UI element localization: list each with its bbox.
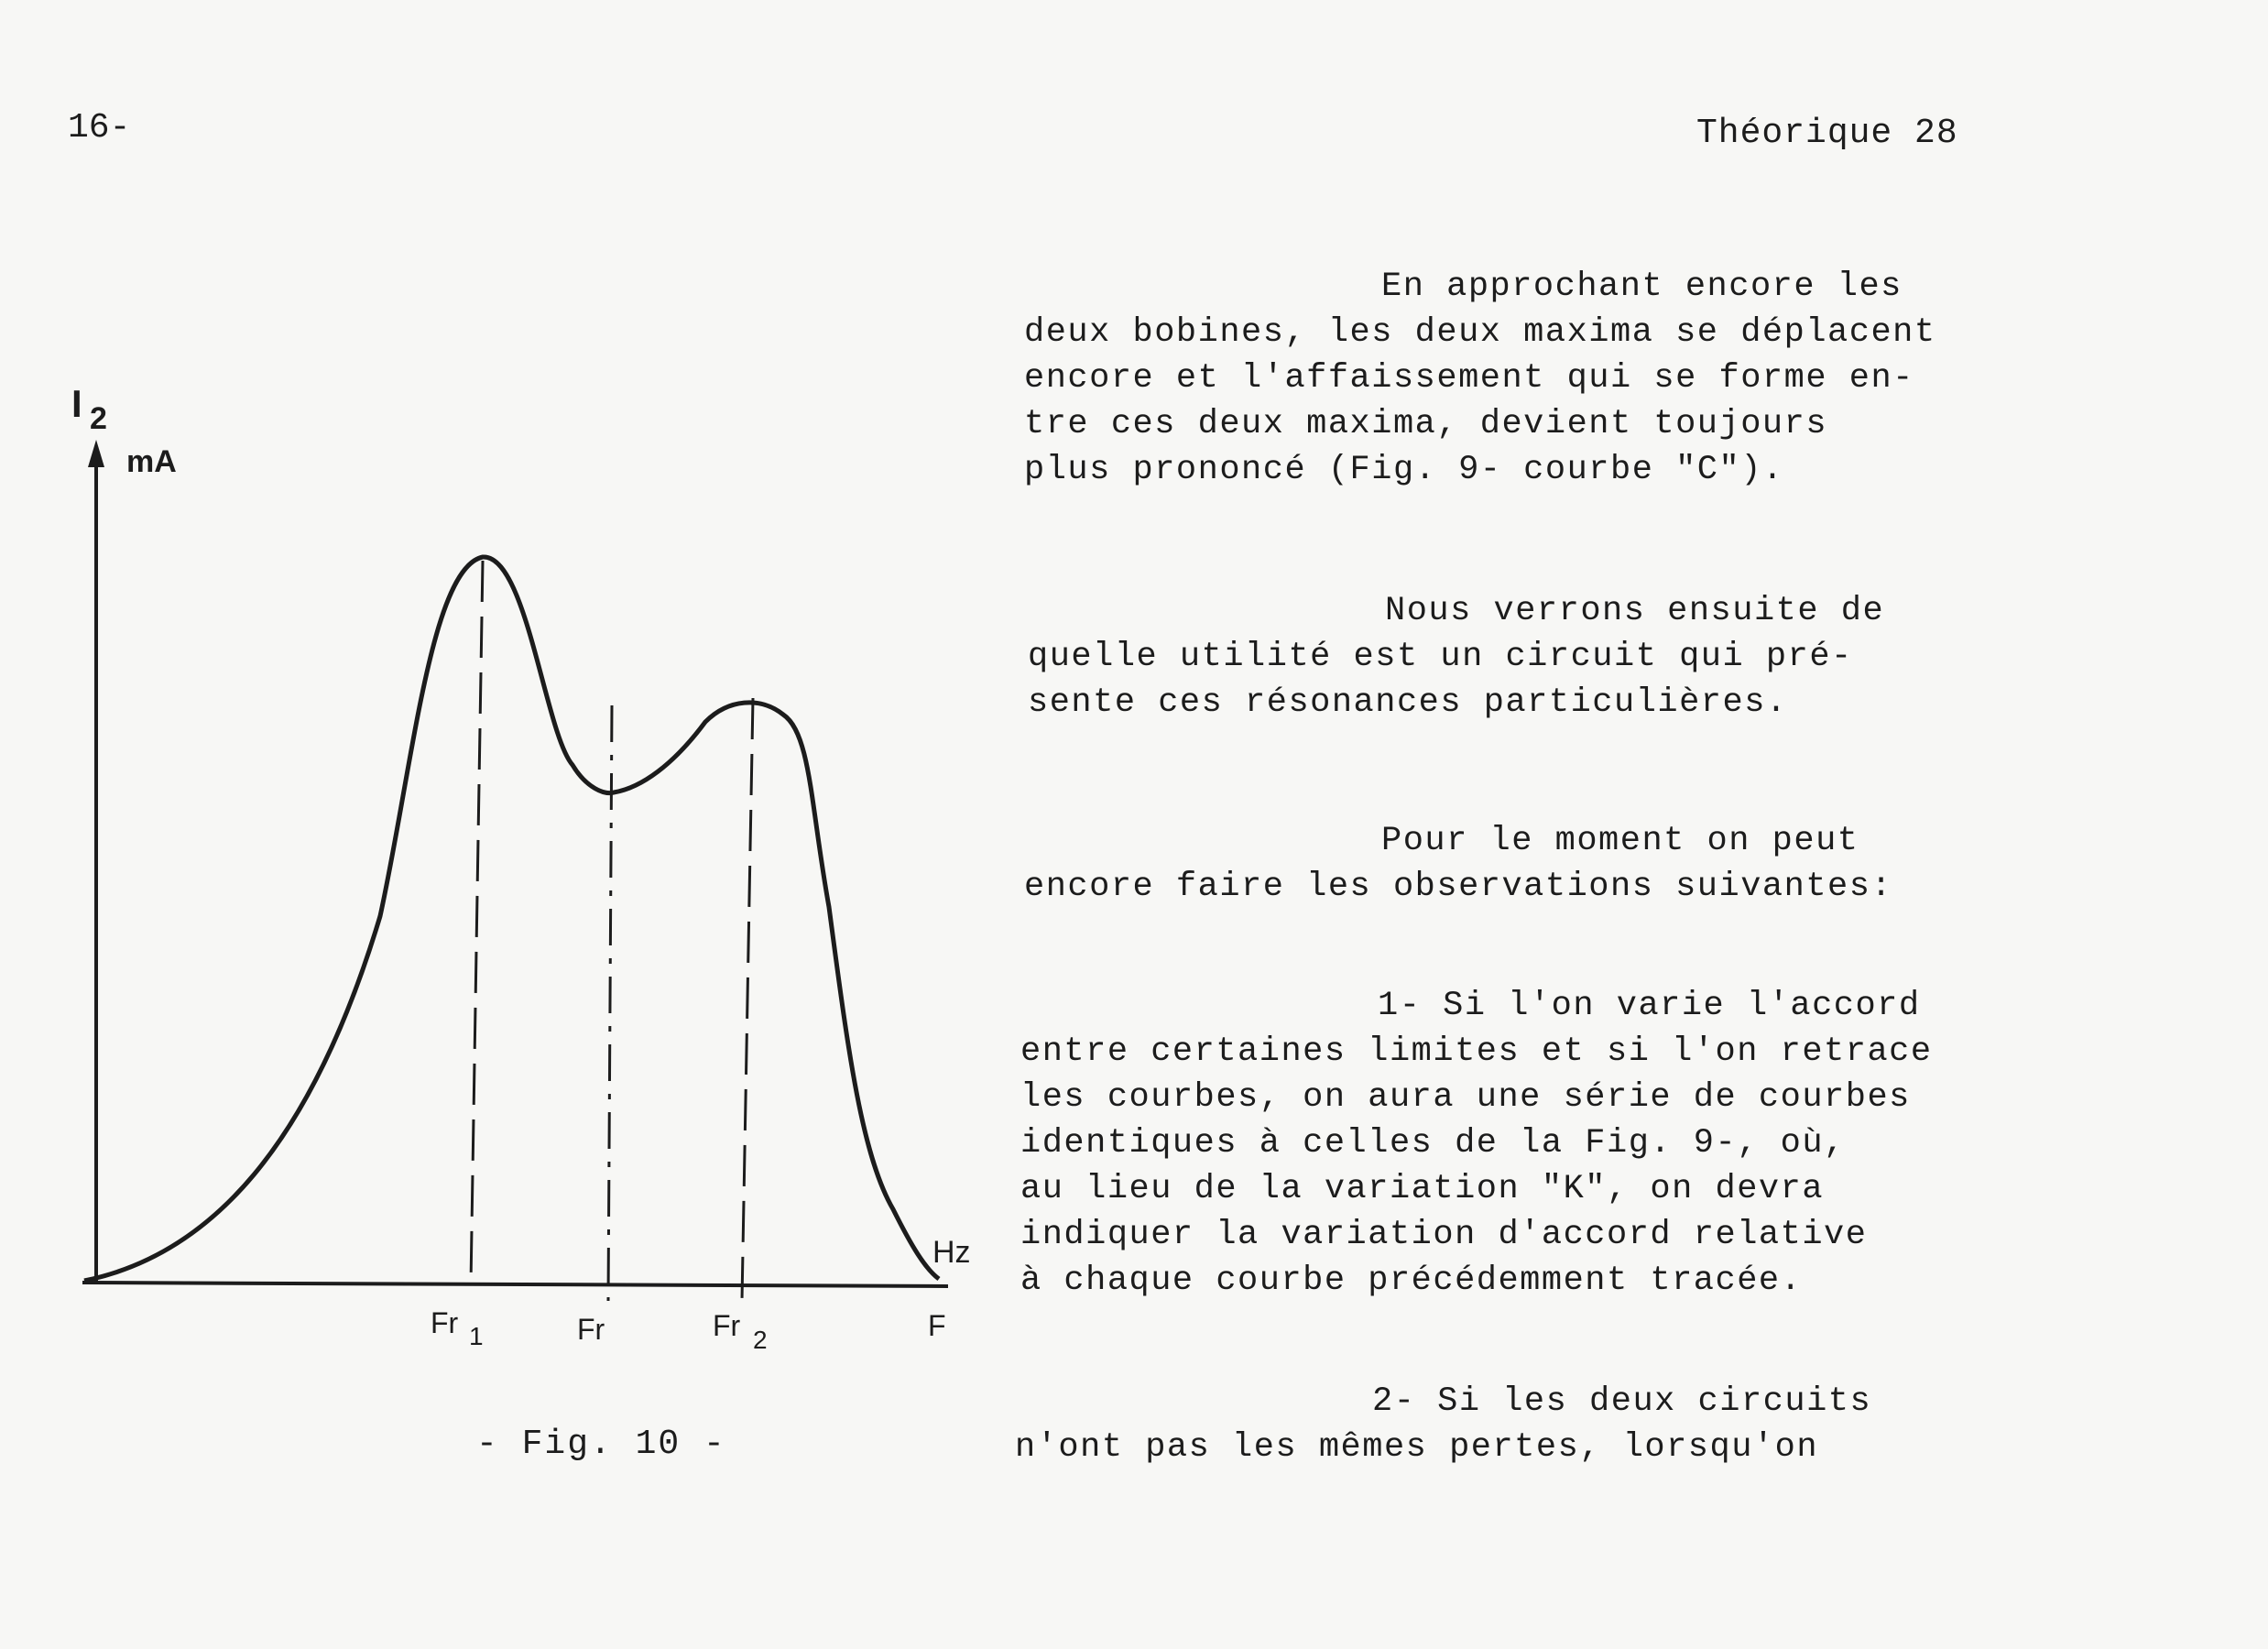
text-line: encore faire les observations suivantes:: [1024, 868, 1893, 906]
text-line: plus prononcé (Fig. 9- courbe "C").: [1024, 451, 1784, 489]
text-line: tre ces deux maxima, devient toujours: [1024, 405, 1828, 443]
y-axis-symbol: I: [71, 382, 82, 425]
paragraph-2: [1028, 588, 2081, 726]
page-number: 16-: [68, 108, 131, 147]
text-line: 1- Si l'on varie l'accord: [1378, 987, 1921, 1025]
marker-label-fr2: Fr: [713, 1309, 741, 1342]
marker-label-fr: Fr: [577, 1313, 605, 1346]
text-line: En approchant encore les: [1381, 268, 1903, 306]
figure-caption: - Fig. 10 -: [476, 1425, 726, 1464]
x-axis-unit: Hz: [932, 1235, 971, 1270]
text-line: n'ont pas les mêmes pertes, lorsqu'on: [1015, 1428, 1819, 1467]
text-line: identiques à celles de la Fig. 9-, où,: [1020, 1124, 1846, 1163]
text-line: les courbes, on aura une série de courbes: [1020, 1078, 1911, 1117]
paragraph-3: [1024, 818, 2077, 910]
marker-sub-fr1: 1: [469, 1322, 484, 1350]
text-line: encore et l'affaissement qui se forme en-: [1024, 359, 1914, 398]
running-title: Théorique 28: [1696, 114, 1958, 153]
text-line: 2- Si les deux circuits: [1372, 1382, 1872, 1421]
text-line: Nous verrons ensuite de: [1385, 592, 1885, 630]
text-line: entre certaines limites et si l'on retrace: [1020, 1032, 1933, 1071]
paragraph-4: [1020, 983, 2074, 1304]
resonance-curve: [84, 557, 939, 1281]
paragraph-5: [1015, 1379, 2068, 1470]
text-line: indiquer la variation d'accord relative: [1020, 1216, 1868, 1254]
text-line: Pour le moment on peut: [1381, 822, 1859, 860]
y-axis-arrow: [88, 440, 104, 467]
text-line: deux bobines, les deux maxima se déplacent: [1024, 313, 1936, 352]
y-axis-unit: mA: [126, 444, 177, 479]
x-axis-end-label: F: [928, 1309, 946, 1342]
text-line: au lieu de la variation "K", on devra: [1020, 1170, 1825, 1208]
text-line: sente ces résonances particulières.: [1028, 683, 1788, 722]
text-line: à chaque courbe précédemment tracée.: [1020, 1261, 1803, 1300]
x-axis: [82, 1283, 948, 1286]
marker-label-fr1: Fr: [431, 1306, 459, 1339]
fr1-dashed-line: [471, 561, 483, 1284]
paragraph-1: [1024, 264, 2077, 493]
text-line: quelle utilité est un circuit qui pré-: [1028, 638, 1853, 676]
marker-sub-fr2: 2: [753, 1326, 768, 1354]
fig-10-diagram: [0, 348, 1008, 1392]
y-axis-subscript: 2: [90, 401, 107, 436]
fr2-dashed-line: [742, 698, 753, 1301]
